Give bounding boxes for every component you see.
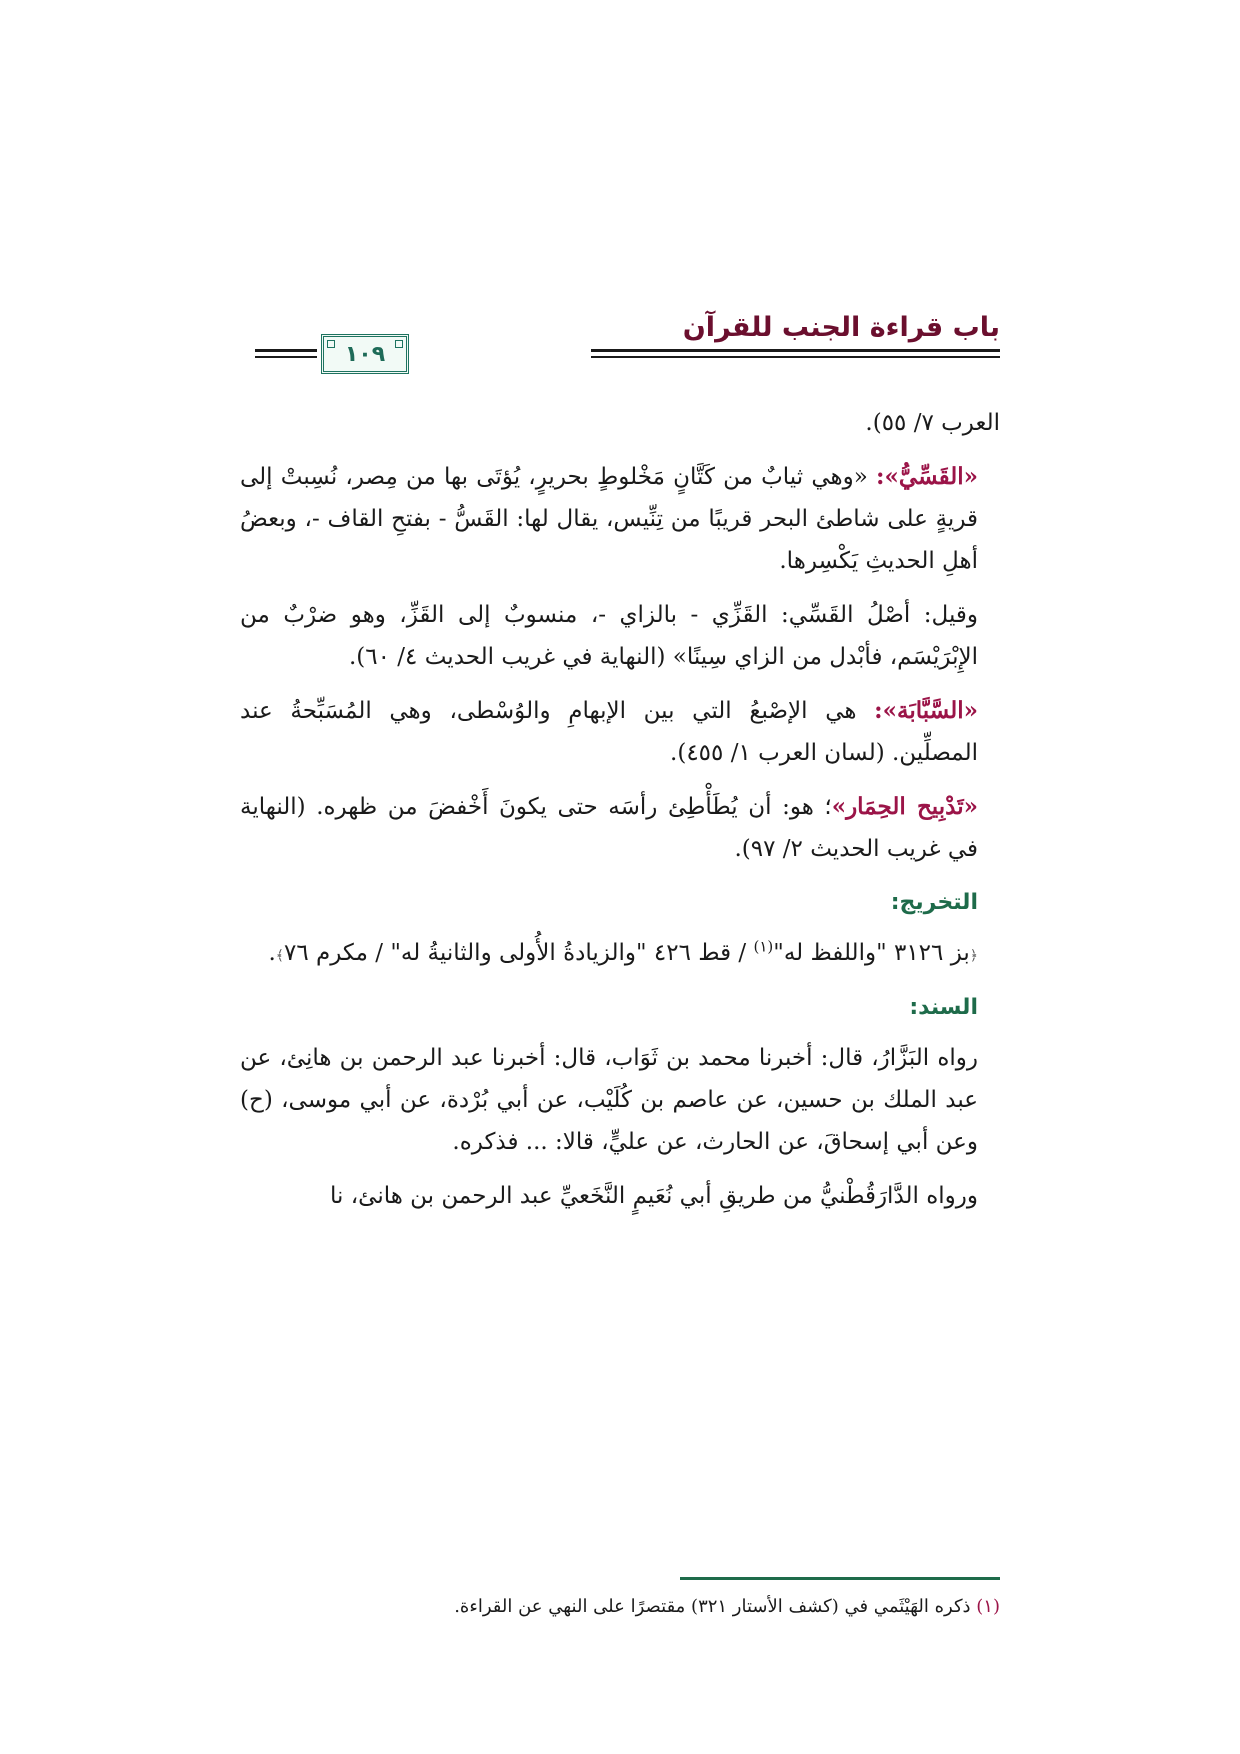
footnote-ref-1[interactable]: (١)	[753, 937, 774, 956]
paragraph-sabbaba	[240, 690, 1000, 774]
paragraph-takhrij	[240, 932, 1000, 977]
paragraph-continuation: العرب ٧/ ٥٥).	[865, 410, 1000, 436]
header-rule-bottom	[591, 356, 1000, 358]
term-tadbih: «تَدْبِيح الحِمَار»	[831, 793, 978, 820]
takhrij-source-1: بز ٣١٢٦ "واللفظ له"	[773, 940, 970, 966]
chapter-title: باب قراءة الجنب للقرآن	[682, 312, 1000, 343]
header-rule-top	[591, 349, 1000, 352]
paragraph-sanad-daraqutni: ورواه الدَّارَقُطْنيُّ من طريقِ أبي نُعَيمٍ النَّخَعيِّ عبد الرحمن بن هانئ، نا	[330, 1183, 978, 1209]
footnote-separator	[680, 1577, 1000, 1580]
takhrij-end: .	[268, 940, 276, 966]
bracket-close: ﴾	[275, 948, 284, 964]
definition-qassi: «وهي ثيابٌ من كَتَّانٍ مَخْلوطٍ بحريرٍ، يُؤتَى بها من مِصر، نُسِبتْ إلى قريةٍ على شاطئ البحر قريبًا من تِنِّيس، يقال لها: القَسُّ - بفتحِ القاف -، وبعضُ أهلِ الحديثِ يَكْسِرها.	[240, 464, 978, 574]
bracket-open: ﴿	[969, 948, 978, 964]
takhrij-source-rest: / قط ٤٢٦ "والزيادةُ الأُولى والثانيةُ له" / مكرم ٧٦	[283, 940, 754, 966]
definition-tadbih: ؛ هو: أن يُطَأْطِئ رأسَه حتى يكونَ أَخْفضَ من ظهره. (النهاية في غريب الحديث ٢/ ٩٧).	[240, 794, 978, 862]
heading-takhrij: التخريج:	[890, 890, 978, 915]
term-qassi: «القَسِّيُّ»:	[876, 463, 978, 490]
term-sabbaba: «السَّبَّابَة»:	[874, 697, 978, 724]
footnote-1	[240, 1592, 1000, 1622]
main-text	[240, 402, 1000, 1229]
page-number: ١٠٩	[344, 341, 386, 367]
paragraph-qassi	[240, 456, 1000, 582]
header-rule-left-top	[255, 349, 317, 352]
header-rule-left-bottom	[255, 356, 317, 358]
paragraph-tadbih	[240, 786, 1000, 870]
paragraph-sanad-bazzar: رواه البَزَّارُ، قال: أخبرنا محمد بن ثَوَاب، قال: أخبرنا عبد الرحمن بن هانِئ، عن عبد الملك بن حسين، عن عاصم بن كُلَيْب، عن أبي بُرْدة، عن أبي موسى، (ح) وعن أبي إسحاقَ، عن الحارث، عن عليٍّ، قالا: ... فذكره.	[240, 1045, 978, 1155]
paragraph-qazzi: وقيل: أصْلُ القَسِّي: القَزِّي - بالزاي -، منسوبٌ إلى القَزِّ، وهو ضرْبٌ من الإِبْرَيْسَم، فأبْدل من الزاي سِينًا» (النهاية في غريب الحديث ٤/ ٦٠).	[240, 602, 978, 670]
heading-sanad: السند:	[909, 995, 978, 1020]
page-number-badge	[321, 334, 409, 374]
footnote-number: (١)	[976, 1596, 1000, 1617]
footnote-text: ذكره الهَيْثَمي في (كشف الأستار ٣٢١) مقتصرًا على النهي عن القراءة.	[454, 1596, 977, 1617]
definition-sabbaba: هي الإصْبعُ التي بين الإبهامِ والوُسْطى، وهي المُسَبِّحةُ عند المصلِّين. (لسان العرب ١/ ٤٥٥).	[240, 698, 978, 766]
